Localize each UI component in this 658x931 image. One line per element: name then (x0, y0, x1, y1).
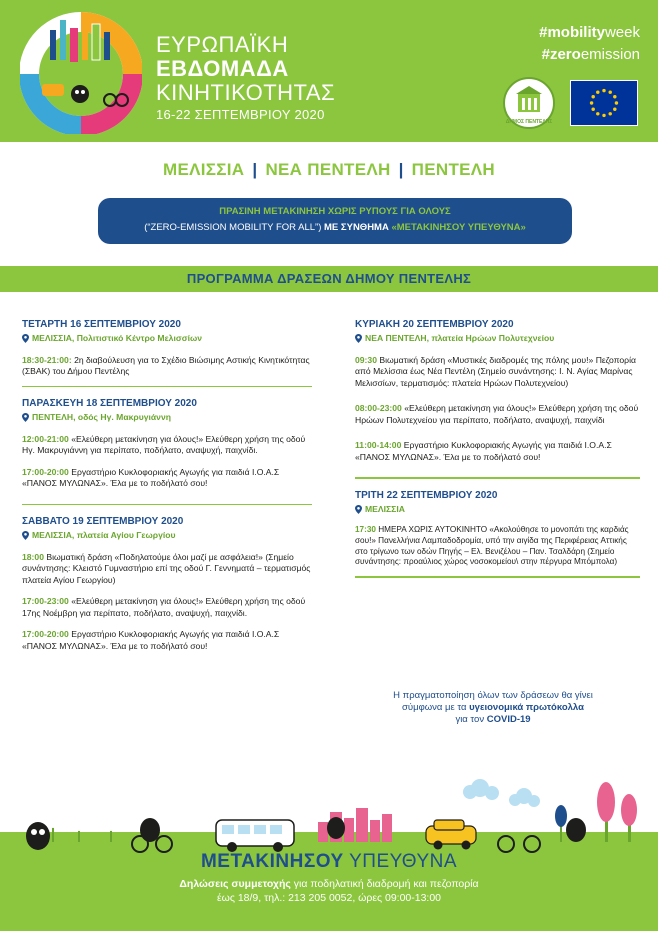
footer-slogan-rest: ΥΠΕΥΘΥΝΑ (343, 851, 458, 872)
schedule-right-column (355, 318, 640, 588)
activity (22, 434, 312, 457)
divider (22, 504, 312, 506)
place-separator: | (252, 160, 258, 179)
banner-slogan: «ΜΕΤΑΚΙΝΗΣΟΥ ΥΠΕΥΘΥΝΑ» (391, 222, 526, 233)
day-heading: ΤΡΙΤΗ 22 ΣΕΠΤΕΜΒΡΙΟΥ 2020 (355, 489, 498, 501)
activity-time: 18:00 (22, 551, 44, 562)
location-text: ΜΕΛΙΣΣΙΑ, Πολιτιστικό Κέντρο Μελισσίων (32, 333, 203, 343)
banner-line-2-a: (“ZERO-EMISSION MOBILITY FOR ALL”) (144, 222, 325, 233)
activity (355, 440, 640, 463)
banner-line-2 (98, 222, 572, 233)
activity-text: Βιωματική δράση «Ποδηλατούμε όλοι μαζί με ασφάλεια!» (Σημείο συνάντησης: Κλειστό Γυμναστήριο επί της οδού Γ. Γεννηματά – τερματισμός πλατεία Αγίου Γεωργίου) (22, 551, 311, 585)
day-heading: ΚΥΡΙΑΚΗ 20 ΣΕΠΤΕΜΒΡΙΟΥ 2020 (355, 319, 514, 330)
covid-line-2 (368, 702, 618, 714)
day-block-sat-19 (22, 515, 312, 652)
covid-line-3-b: COVID-19 (486, 714, 531, 725)
covid-line-3-a: για τον (455, 714, 487, 725)
mobility-week-logo (20, 10, 142, 134)
footer-text (0, 851, 658, 905)
activity-text: «Ελεύθερη μετακίνηση για όλους!» Ελεύθερη χρήση της οδού Ηρώων Πολυτεχνείου για περίπατο, ποδήλατο, αναψυχή, παιχνίδι (355, 403, 639, 425)
hashtag-2-rest: emission (580, 46, 640, 63)
day-block-tue-22 (355, 489, 640, 569)
location-text: ΜΕΛΙΣΣΙΑ (365, 503, 405, 514)
day-block-wed-16 (22, 318, 312, 378)
municipality-logo-text: ΔΗΜΟΣ ΠΕΝΤΕΛΗΣ (505, 119, 553, 125)
hashtag-1-bold: #mobility (539, 24, 605, 41)
activity-time: 17:30 (355, 525, 376, 534)
location-pin-icon (355, 334, 362, 343)
hashtag-1-rest: week (604, 24, 640, 41)
day-location (355, 333, 640, 345)
footer-slogan (0, 851, 658, 873)
event-title (156, 34, 335, 121)
covid-line-3 (368, 714, 618, 726)
activity-text: «Ελεύθερη μετακίνηση για όλους!» Ελεύθερη χρήση της οδού 17ης Νοέμβρη για περίπατο, ποδήλατο, αναψυχή, παιχνίδι. (22, 596, 306, 618)
banner-line-2-b: ΜΕ ΣΥΝΘΗΜΑ (324, 222, 392, 233)
covid-note (368, 690, 618, 726)
activity (22, 552, 312, 587)
covid-line-2-a: σύμφωνα με τα (402, 702, 470, 713)
day-location (22, 412, 312, 424)
hashtag-2-bold: #zero (541, 46, 581, 63)
program-title: ΠΡΟΓΡΑΜΜΑ ΔΡΑΣΕΩΝ ΔΗΜΟΥ ΠΕΝΤΕΛΗΣ (0, 266, 658, 292)
activity-time: 09:30 (355, 354, 377, 365)
activity-text: Εργαστήριο Κυκλοφοριακής Αγωγής για παιδιά Ι.Ο.Α.Σ «ΠΑΝΟΣ ΜΥΛΩΝΑΣ». Έλα με το ποδήλατό σου! (22, 466, 280, 488)
location-text: ΜΕΛΙΣΣΙΑ, πλατεία Αγίου Γεωργίου (32, 530, 176, 540)
location-pin-icon (22, 334, 29, 343)
footer-registration-rest: για ποδηλατική διαδρομή και πεζοπορία (290, 878, 479, 890)
activity-text: ΗΜΕΡΑ ΧΩΡΙΣ ΑΥΤΟΚΙΝΗΤΟ «Ακολούθησε το μονοπάτι της καρδιάς σου!» Πανελλήνια Λαμπαδοδρομία, υπό την αιγίδα της Περιφέρειας Αττικής στο τρίγωνο των οδών Πηγής – Ελ. Βενιζέλου – Παν. Τσαλδάρη (Σημείο συνάντησης: προαύλιος χώρος νοσοκομείου\ στην πέργυρα Μπόμπολα) (355, 525, 629, 567)
hashtag-zeroemission (539, 44, 640, 66)
footer-contact: έως 18/9, τηλ.: 213 205 0052, ώρες 09:00-13:00 (216, 892, 442, 904)
title-line-3: ΚΙΝΗΤΙΚΟΤΗΤΑΣ (156, 80, 336, 105)
event-dates: 16-22 ΣΕΠΤΕΜΒΡΙΟΥ 2020 (156, 107, 325, 122)
eu-flag (570, 80, 638, 126)
activity-text: Εργαστήριο Κυκλοφοριακής Αγωγής για παιδιά Ι.Ο.Α.Σ «ΠΑΝΟΣ ΜΥΛΩΝΑΣ». Έλα με το ποδήλατό σου! (22, 629, 280, 651)
footer-registration-bold: Δηλώσεις συμμετοχής (179, 878, 291, 890)
activity-time: 17:00-23:00 (22, 596, 69, 606)
header-band (0, 0, 658, 142)
activity-time: 18:30-21:00: (22, 354, 72, 365)
divider (355, 477, 640, 479)
municipality-logo (500, 76, 558, 130)
day-location (22, 530, 312, 542)
hashtags (539, 22, 640, 66)
activity-time: 11:00-14:00 (355, 440, 402, 450)
schedule-left-column (22, 318, 312, 652)
hashtag-mobilityweek (539, 22, 640, 44)
activity-text: Βιωματική δράση «Μυστικές διαδρομές της πόλης μου!» Πεζοπορία από Μελίσσια έως Νέα Πεντέλη (Σημείο συνάντησης: Ι. Ν. Αγίας Μαρίνας Μελισσίων, τερματισμός: πλατεία Ηρώων Πολυτεχνείου) (355, 354, 636, 388)
covid-line-2-b: υγειονομικά πρωτόκολλα (469, 702, 584, 713)
footer-registration (0, 877, 658, 891)
place-separator: | (398, 160, 404, 179)
activity-text: Εργαστήριο Κυκλοφοριακής Αγωγής για παιδιά Ι.Ο.Α.Σ «ΠΑΝΟΣ ΜΥΛΩΝΑΣ». Έλα με το ποδήλατό σου! (355, 440, 612, 462)
place-nea-penteli: ΝΕΑ ΠΕΝΤΕΛΗ (265, 160, 391, 179)
activity (355, 355, 640, 390)
day-location (22, 333, 312, 345)
theme-banner (98, 198, 572, 244)
title-line-1: ΕΥΡΩΠΑΪΚΗ (156, 32, 289, 57)
place-penteli: ΠΕΝΤΕΛΗ (411, 160, 495, 179)
banner-line-1: ΠΡΑΣΙΝΗ ΜΕΤΑΚΙΝΗΣΗ ΧΩΡΙΣ ΡΥΠΟΥΣ ΓΙΑ ΟΛΟΥΣ (219, 206, 451, 217)
divider (355, 576, 640, 578)
activity-time: 17:00-20:00 (22, 629, 69, 639)
footer-slogan-bold: ΜΕΤΑΚΙΝΗΣΟΥ (200, 851, 344, 872)
activity (355, 525, 640, 568)
activity-time: 08:00-23:00 (355, 403, 402, 413)
location-pin-icon (22, 413, 29, 422)
location-pin-icon (22, 531, 29, 540)
location-text: ΝΕΑ ΠΕΝΤΕΛΗ, πλατεία Ηρώων Πολυτεχνείου (365, 333, 555, 343)
day-heading: ΠΑΡΑΣΚΕΥΗ 18 ΣΕΠΤΕΜΒΡΙΟΥ 2020 (22, 398, 197, 409)
place-melissia: ΜΕΛΙΣΣΙΑ (163, 160, 245, 179)
title-line-2: ΕΒΔΟΜΑΔΑ (156, 56, 289, 81)
day-block-fri-18 (22, 397, 312, 490)
activity-time: 12:00-21:00 (22, 433, 69, 444)
day-block-sun-20 (355, 318, 640, 463)
activity (22, 355, 312, 378)
activity (22, 596, 312, 619)
activity-time: 17:00-20:00 (22, 466, 69, 477)
covid-line-1: Η πραγματοποίηση όλων των δράσεων θα γίνει (393, 690, 593, 701)
location-text: ΠΕΝΤΕΛΗ, οδός Ηγ. Μακρυγιάννη (32, 412, 171, 422)
location-pin-icon (355, 505, 362, 514)
places-line (0, 160, 658, 180)
divider (22, 386, 312, 388)
activity (355, 403, 640, 426)
activity-text: 2η διαβούλευση για το Σχέδιο Βιώσιμης Αστικής Κινητικότητας (ΣΒΑΚ) του Δήμου Πεντέλης (22, 354, 310, 376)
activity (22, 467, 312, 490)
day-heading: ΤΕΤΑΡΤΗ 16 ΣΕΠΤΕΜΒΡΙΟΥ 2020 (22, 319, 181, 330)
day-location (355, 504, 640, 516)
activity-text: «Ελεύθερη μετακίνηση για όλους!» Ελεύθερη χρήση της οδού Ηγ. Μακρυγιάννη για περίπατο, ποδήλατο, αναψυχή, παιχνίδι. (22, 433, 306, 455)
activity (22, 629, 312, 652)
day-heading: ΣΑΒΒΑΤΟ 19 ΣΕΠΤΕΜΒΡΙΟΥ 2020 (22, 516, 184, 527)
